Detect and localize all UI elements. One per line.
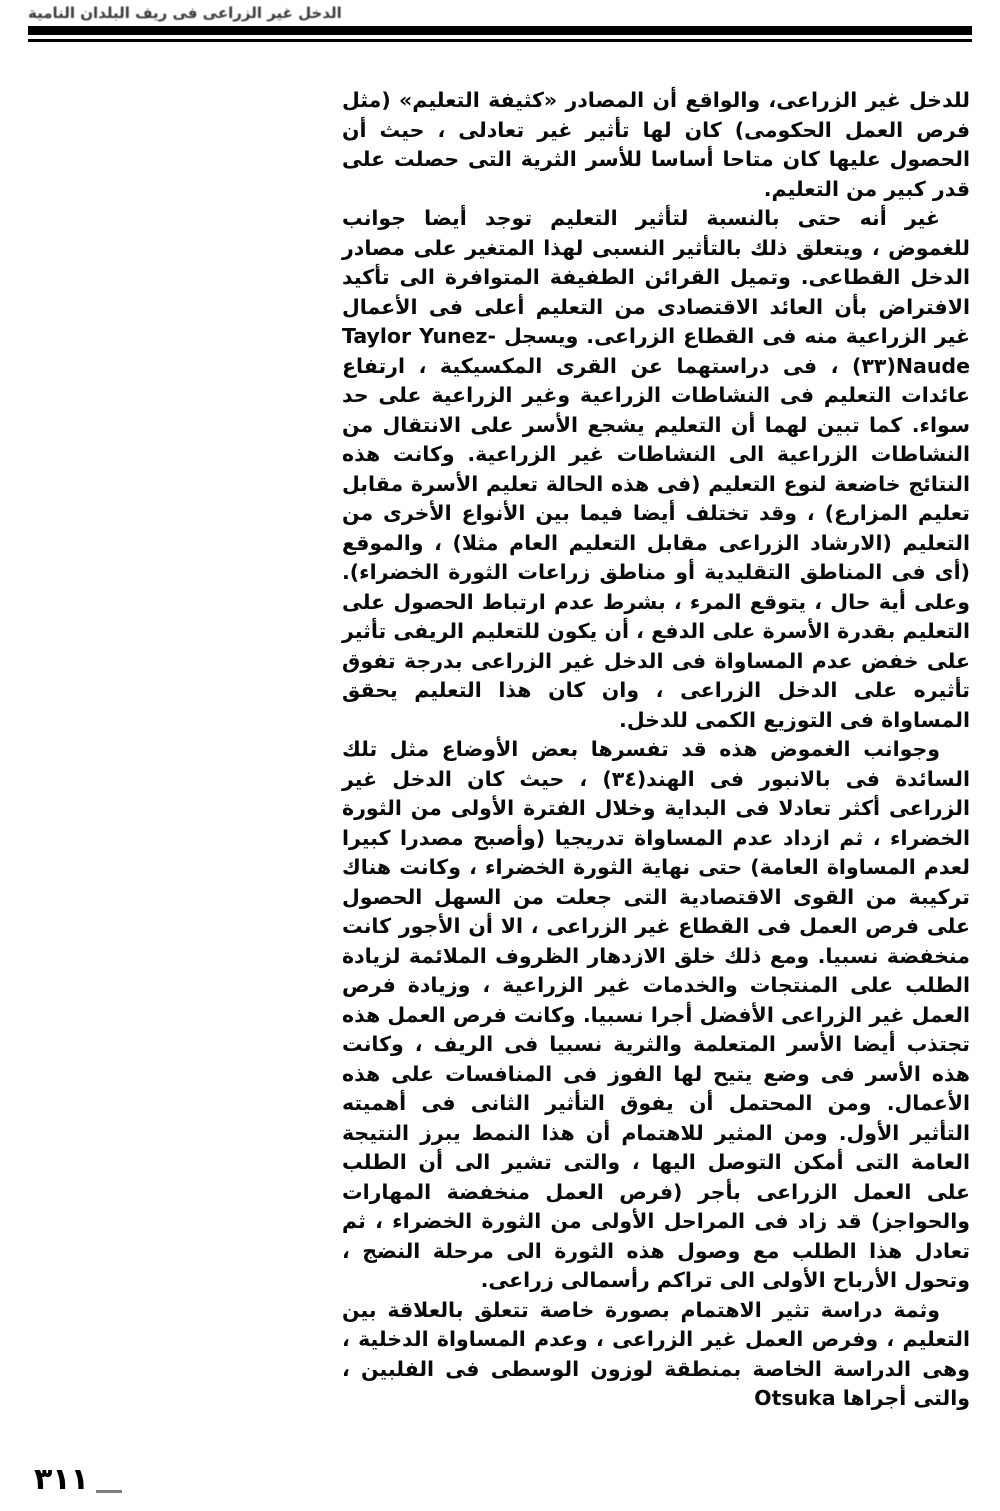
body-paragraph: غير أنه حتى بالنسبة لتأثير التعليم توجد أيضا جوانب للغموض ، ويتعلق ذلك بالتأثير النسبى لهذا المتغير على مصادر الدخل القطاعى. وتميل القرائن الطفيفة المتوافرة الى تأكيد الافتراض بأن العائد الاقتصادى من التعليم أعلى فى الأعمال غير الزراعية منه فى القطاع الزراعى. ويسجل Taylor Yunez-Naude(٣٣) ، فى دراستهما عن القرى المكسيكية ، ارتفاع عائدات التعليم فى النشاطات الزراعية وغير الزراعية على حد سواء. كما تبين لهما أن التعليم يشجع الأسر على الانتقال من النشاطات الزراعية الى النشاطات غير الزراعية. وكانت هذه النتائج خاضعة لنوع التعليم (فى هذه الحالة تعليم الأسرة مقابل تعليم المزارع) ، وقد تختلف أيضا فيما بين الأنواع الأخرى من التعليم (الارشاد الزراعى مقابل التعليم العام مثلا) ، والموقع (أى فى المناطق التقليدية أو مناطق زراعات الثورة الخضراء). وعلى أية حال ، يتوقع المرء ، بشرط عدم ارتباط الحصول على التعليم بقدرة الأسرة على الدفع ، أن يكون للتعليم الريفى تأثير على خفض عدم المساواة فى الدخل غير الزراعى بدرجة تفوق تأثيره على الدخل الزراعى ، وان كان هذا التعليم يحقق المساواة فى التوزيع الكمى للدخل. xyxy=(342,206,970,732)
running-head xyxy=(28,4,972,42)
body-text-block xyxy=(342,86,970,1414)
header-rule-thin xyxy=(28,39,972,42)
body-paragraph: وجوانب الغموض هذه قد تفسرها بعض الأوضاع مثل تلك السائدة فى بالانبور فى الهند(٣٤) ، حيث كان الدخل غير الزراعى أكثر تعادلا فى البداية وخلال الفترة الأولى من الثورة الخضراء ، ثم ازداد عدم المساواة تدريجيا (وأصبح مصدرا كبيرا لعدم المساواة العامة) حتى نهاية الثورة الخضراء ، وكانت هناك تركيبة من القوى الاقتصادية التى جعلت من السهل الحصول على فرص العمل فى القطاع غير الزراعى ، الا أن الأجور كانت منخفضة نسبيا. ومع ذلك خلق الازدهار الظروف الملائمة لزيادة الطلب على المنتجات والخدمات غير الزراعية ، وزيادة فرص العمل غير الزراعى الأفضل أجرا نسبيا. وكانت فرص العمل هذه تجتذب أيضا الأسر المتعلمة والثرية نسبيا فى الريف ، وكانت هذه الأسر فى وضع يتيح لها الفوز فى المنافسات على هذه الأعمال. ومن المحتمل أن يفوق التأثير الثانى فى أهميته التأثير الأول. ومن المثير للاهتمام أن هذا النمط يبرز النتيجة العامة التى أمكن التوصل اليها ، والتى تشير الى أن الطلب على العمل الزراعى بأجر (فرص العمل منخفضة المهارات والحواجز) قد زاد فى المراحل الأولى من الثورة الخضراء ، ثم تعادل هذا الطلب مع وصول هذه الثورة الى مرحلة النضج ، وتحول الأرباح الأولى الى تراكم رأسمالى زراعى. xyxy=(342,737,970,1292)
page-number: ٣١١ xyxy=(34,1462,89,1497)
body-paragraph: للدخل غير الزراعى، والواقع أن المصادر «كثيفة التعليم» (مثل فرص العمل الحكومى) كان لها تأثير غير تعادلى ، حيث أن الحصول عليها كان متاحا أساسا للأسر الثرية التى حصلت على قدر كبير من التعليم. xyxy=(342,88,970,201)
header-rule-thick xyxy=(28,26,972,35)
running-head-title: الدخل غير الزراعى فى ريف البلدان النامية xyxy=(28,4,342,22)
scan-artifact-mark xyxy=(96,1490,122,1493)
body-paragraph: وثمة دراسة تثير الاهتمام بصورة خاصة تتعلق بالعلاقة بين التعليم ، وفرص العمل غير الزراعى ، وعدم المساواة الدخلية ، وهى الدراسة الخاصة بمنطقة لوزون الوسطى فى الفلبين ، والتى أجراها Otsuka xyxy=(342,1297,970,1410)
